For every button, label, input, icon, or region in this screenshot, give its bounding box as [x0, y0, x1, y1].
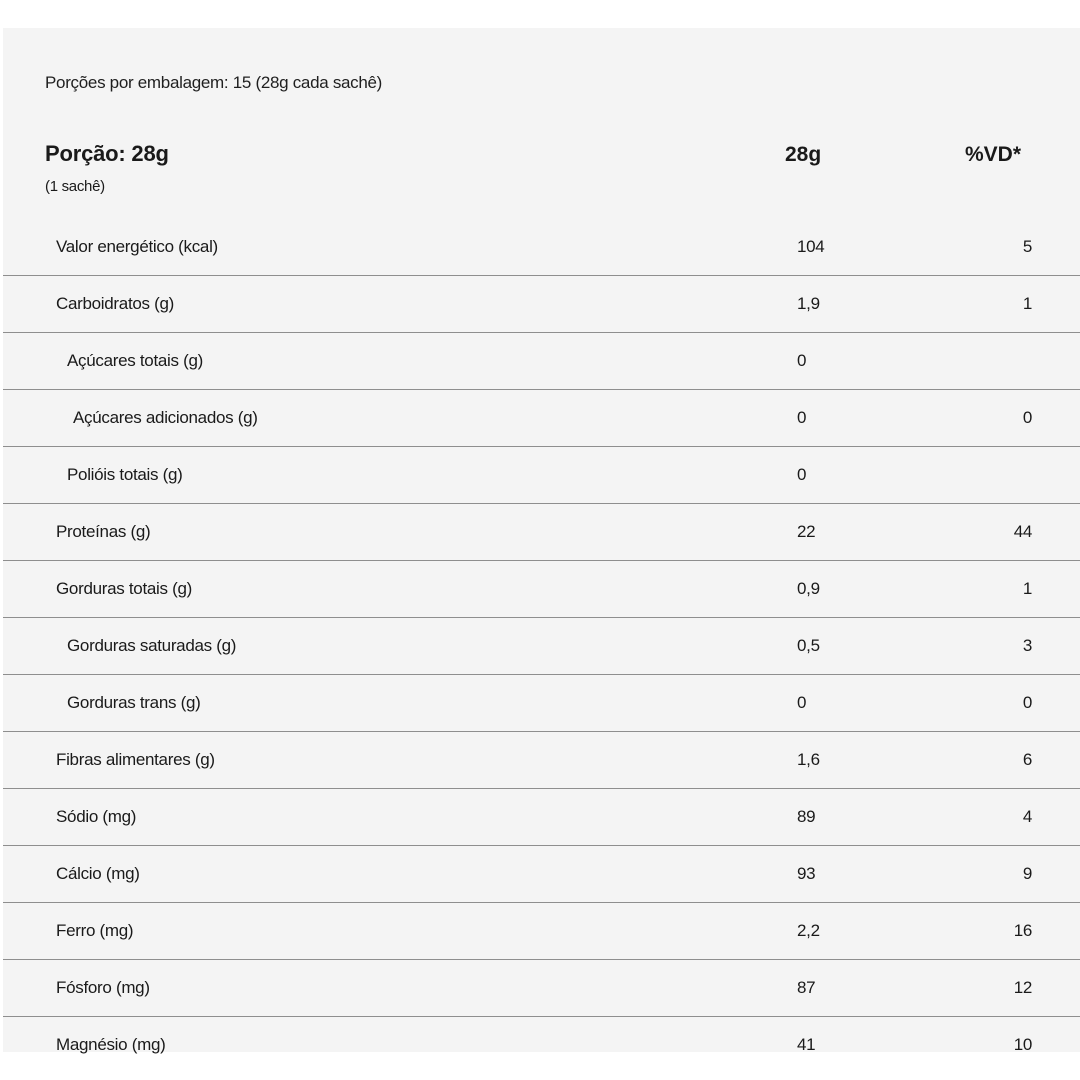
- nutrient-amount: 1,6: [797, 750, 820, 769]
- nutrient-name: Valor energético (kcal): [56, 237, 218, 256]
- nutrient-name: Gorduras saturadas (g): [67, 636, 237, 655]
- nutrient-daily-value: 44: [1013, 522, 1032, 541]
- nutrient-name: Açúcares totais (g): [67, 351, 204, 370]
- nutrient-daily-value: 16: [1013, 921, 1032, 940]
- nutrient-daily-value: 10: [1013, 1035, 1032, 1054]
- nutrient-amount: 0,9: [797, 579, 820, 598]
- table-row: [3, 276, 1080, 333]
- nutrient-amount: 0: [797, 693, 807, 712]
- nutrient-amount: 41: [797, 1035, 816, 1054]
- nutrient-name: Cálcio (mg): [56, 864, 140, 883]
- nutrient-name: Gorduras trans (g): [67, 693, 201, 712]
- nutrient-name: Proteínas (g): [56, 522, 151, 541]
- table-row: [3, 504, 1080, 561]
- nutrition-table: [3, 219, 1080, 1073]
- table-row: [3, 732, 1080, 789]
- table-row: [3, 846, 1080, 903]
- nutrient-name: Ferro (mg): [56, 921, 134, 940]
- nutrient-name: Gorduras totais (g): [56, 579, 193, 598]
- nutrient-amount: 0: [797, 465, 807, 484]
- nutrient-daily-value: 3: [1022, 636, 1032, 655]
- nutrient-daily-value: 4: [1022, 807, 1032, 826]
- nutrient-daily-value: 5: [1022, 237, 1032, 256]
- table-row: [3, 219, 1080, 276]
- table-row: [3, 960, 1080, 1017]
- nutrient-amount: 104: [797, 237, 825, 256]
- nutrient-daily-value: 9: [1022, 864, 1032, 883]
- nutrient-name: Fibras alimentares (g): [56, 750, 215, 769]
- nutrient-daily-value: 6: [1022, 750, 1032, 769]
- table-row: [3, 675, 1080, 732]
- nutrient-amount: 0,5: [797, 636, 820, 655]
- nutrient-name: Magnésio (mg): [56, 1035, 166, 1054]
- nutrient-name: Polióis totais (g): [67, 465, 183, 484]
- servings-per-package: Porções por embalagem: 15 (28g cada sachê): [45, 73, 383, 92]
- portion-label: Porção: 28g: [45, 141, 169, 166]
- nutrient-amount: 0: [797, 351, 807, 370]
- nutrient-amount: 22: [797, 522, 816, 541]
- nutrition-facts-panel: [3, 28, 1080, 1052]
- nutrient-daily-value: 12: [1013, 978, 1032, 997]
- table-row: [3, 447, 1080, 504]
- portion-sub-label: (1 sachê): [45, 178, 105, 195]
- nutrient-name: Carboidratos (g): [56, 294, 175, 313]
- table-row: [3, 618, 1080, 675]
- table-row: [3, 390, 1080, 447]
- nutrient-amount: 1,9: [797, 294, 820, 313]
- nutrient-amount: 2,2: [797, 921, 820, 940]
- nutrient-amount: 87: [797, 978, 816, 997]
- nutrient-name: Fósforo (mg): [56, 978, 150, 997]
- nutrient-daily-value: 1: [1022, 294, 1032, 313]
- nutrient-amount: 93: [797, 864, 816, 883]
- nutrient-amount: 0: [797, 408, 807, 427]
- nutrient-daily-value: 0: [1022, 408, 1032, 427]
- table-row: [3, 903, 1080, 960]
- amount-column-header: 28g: [785, 143, 822, 166]
- nutrient-name: Sódio (mg): [56, 807, 137, 826]
- table-row: [3, 789, 1080, 846]
- nutrient-amount: 89: [797, 807, 816, 826]
- nutrient-name: Açúcares adicionados (g): [73, 408, 258, 427]
- table-row: [3, 561, 1080, 618]
- nutrient-daily-value: 0: [1022, 693, 1032, 712]
- daily-value-column-header: %VD*: [965, 143, 1022, 166]
- table-row: [3, 1017, 1080, 1073]
- table-row: [3, 333, 1080, 390]
- nutrient-daily-value: 1: [1022, 579, 1032, 598]
